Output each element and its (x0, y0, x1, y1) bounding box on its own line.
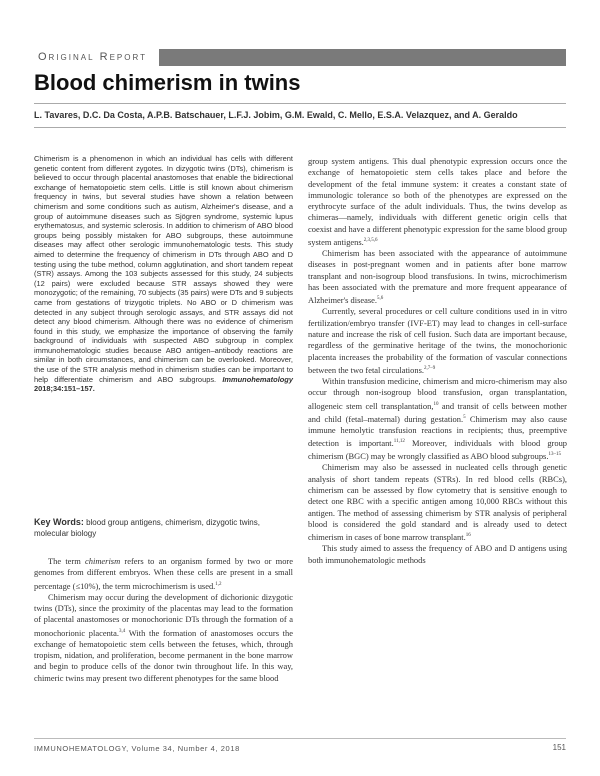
text-run: Chimerism may occur during the development of dichorionic dizygotic twins (DTs), since the proximity of the placentas may lead to the formation of placental anastomoses or monochorionic DTs through the formation of a monochorionic placenta. (34, 591, 293, 638)
text-run: Chimerism has been associated with the appearance of autoimmune diseases in post-pregnant women and in patients after bone marrow transplant and non-isogroup blood transfusions. In twins, microchimerism has been associated with the premature and more frequent appearance of Alzheimer's disease. (308, 248, 567, 306)
body-column-right (308, 156, 567, 566)
text-run: Moreover, individuals with blood group chimerism (BGC) may be wrongly classified as ABO blood subgroups. (308, 438, 568, 462)
page-number: 151 (552, 743, 566, 752)
emphasized-term: chimerism (85, 556, 121, 566)
text-run: refers to an organism formed by two or more genomes from different embryos. When these cells are present in a small percentage (≤10%), the term microchimerism is used. (34, 556, 293, 591)
reference-marker: 2,3,5,6 (363, 238, 378, 244)
text-run: Currently, several procedures or cell culture conditions used in in vitro fertilization/embryo transfer (IVF-ET) may lead to changes in cell-surface nature and increase the risk of cell fusion. Such data are important because, regardless of the germinative heritage of the twins, the monochorionic placenta increases the probability of the formation of vascular connections between the two fetal circulations. (308, 306, 567, 375)
paragraph (308, 376, 567, 462)
text-run: The term (48, 556, 86, 566)
keywords-label: Key Words: (34, 517, 84, 527)
keywords-text: blood group antigens, chimerism, dizygotic twins, molecular biology (34, 518, 260, 538)
text-run: Chimerism may also cause immune hemolytic transfusion reactions in recipients; thus, preemptive detection is important. (308, 413, 568, 448)
paragraph (308, 462, 567, 543)
author-list: L. Tavares, D.C. Da Costa, A.P.B. Batschauer, L.F.J. Jobim, G.M. Ewald, C. Mello, E.S.A. Velazquez, and A. Geraldo (34, 110, 518, 120)
citation-journal: Immunohematology (222, 374, 293, 384)
reference-marker: 16 (465, 533, 471, 539)
footer-journal: IMMUNOHEMATOLOGY, Volume 34, Number 4, 2018 (34, 744, 240, 753)
article-title: Blood chimerism in twins (34, 70, 301, 95)
reference-marker: 1,2 (215, 581, 222, 587)
reference-marker: 10 (433, 401, 439, 407)
author-divider (34, 127, 566, 128)
text-run: and transit of cells between mother and child (fetal–maternal) during gestation. (308, 400, 567, 424)
text-run: group system antigens. This dual phenotypic expression occurs once the exchange of hematopoietic stem cells takes place and before the development of the fetal immune system: it creates a constant state of immunologic tolerance so both of the phenotypes are expressed on the erythrocyte surface of the adult individuals. Thus, the twins develop as chimeras—namely, individuals with different genetic origin cells that coexist and have a different phenotypic expression for the same blood group system antigens. (308, 156, 567, 247)
reference-marker: 13–15 (548, 452, 561, 458)
text-run: This study aimed to assess the frequency of ABO and D antigens using both immunohematologic methods (308, 543, 567, 565)
reference-marker: 3,4 (118, 628, 126, 634)
footer-divider (34, 738, 566, 739)
paragraph (308, 543, 567, 566)
paragraph (34, 592, 293, 684)
text-run: With the formation of anastomoses occurs the exchange of hematopoietic stem cells between the fetuses, which, through tropism, nidation, and proliferation, become permanent in the bone marrow and begin to produce cells of the donor twin throughout life. In this way, chimeric twins may present two different phenotypes for the same blood (34, 627, 293, 683)
paragraph (308, 248, 567, 306)
title-divider (34, 103, 566, 104)
abstract-text: Chimerism is a phenomenon in which an individual has cells with different genetic content from different zygotes. In dizygotic twins (DTs), chimerism is believed to occur through placental anastomoses that enable the bidirectional exchange of hematopoietic stem cells. Little is still known about chimerism frequency in twins, but several studies have shown a relation between chimerism and some conditions such as autism, Alzheimer's disease, and a group of autoimmune diseases such as Sjögren syndrome, systemic lupus erythematosus, and systemic sclerosis. In addition to chimerism of ABO blood groups being possibly mistaken for ABO subgroups, these autoimmune diseases may affect other serologic immunohematologic tests. This study aimed to determine the frequency of chimerism in DTs through ABO and D testing using the tube method, column agglutination, and short tandem repeat (STR) assays. Among the 103 subjects assessed for this study, 24 subjects (12 pairs) were excluded because STR assays showed they were monozygotic; of the remaining, 70 subjects (35 pairs) were DTs and 9 subjects came from gestations of trizygotic triplets. No ABO or D chimerism was detected in any subject through serologic assays, and STR assays did not detect any blood chimerism. Although there was no evidence of chimerism found in this study, we emphasize the importance of observing the family background of individuals with suspected ABO subgroup in complex immunohematologic studies because ABO antigen–antibody reactions are similar in both circumstances, and chimerism can be overlooked. Moreover, the use of the STR analysis method in chimerism studies can be important to help differentiate chimerism and ABO subgroups. (34, 154, 293, 384)
paragraph (308, 156, 567, 248)
keywords (34, 517, 293, 539)
section-banner (34, 49, 566, 66)
text-run: Chimerism may also be assessed in nucleated cells through genetic analysis of short tandem repeats (STRs). In red blood cells (RBCs), chimerism can be assessed by flow cytometry that is sensitive enough to detect one RBC with a specific antigen among 10,000 RBCs without this antigen. The method of assessing chimerism by STR analysis of peripheral blood is considered the gold standard and is already used to detect chimerism in cases of bone marrow transplant. (308, 462, 567, 542)
abstract (34, 154, 293, 394)
reference-marker: 5 (463, 414, 466, 420)
section-label: Original Report (34, 49, 159, 66)
paragraph (34, 556, 293, 592)
reference-marker: 2,7–9 (423, 365, 436, 371)
body-column-left (34, 556, 293, 684)
citation-volume: 2018;34:151–157. (34, 384, 95, 394)
paragraph (308, 306, 567, 376)
text-run: Within transfusion medicine, chimerism and micro-chimerism may also occur through non-isogroup blood transfusion, organ transplantation, allogeneic stem cell transplantation, (308, 376, 567, 411)
reference-marker: 5,6 (377, 296, 384, 302)
reference-marker: 11,12 (393, 439, 405, 445)
